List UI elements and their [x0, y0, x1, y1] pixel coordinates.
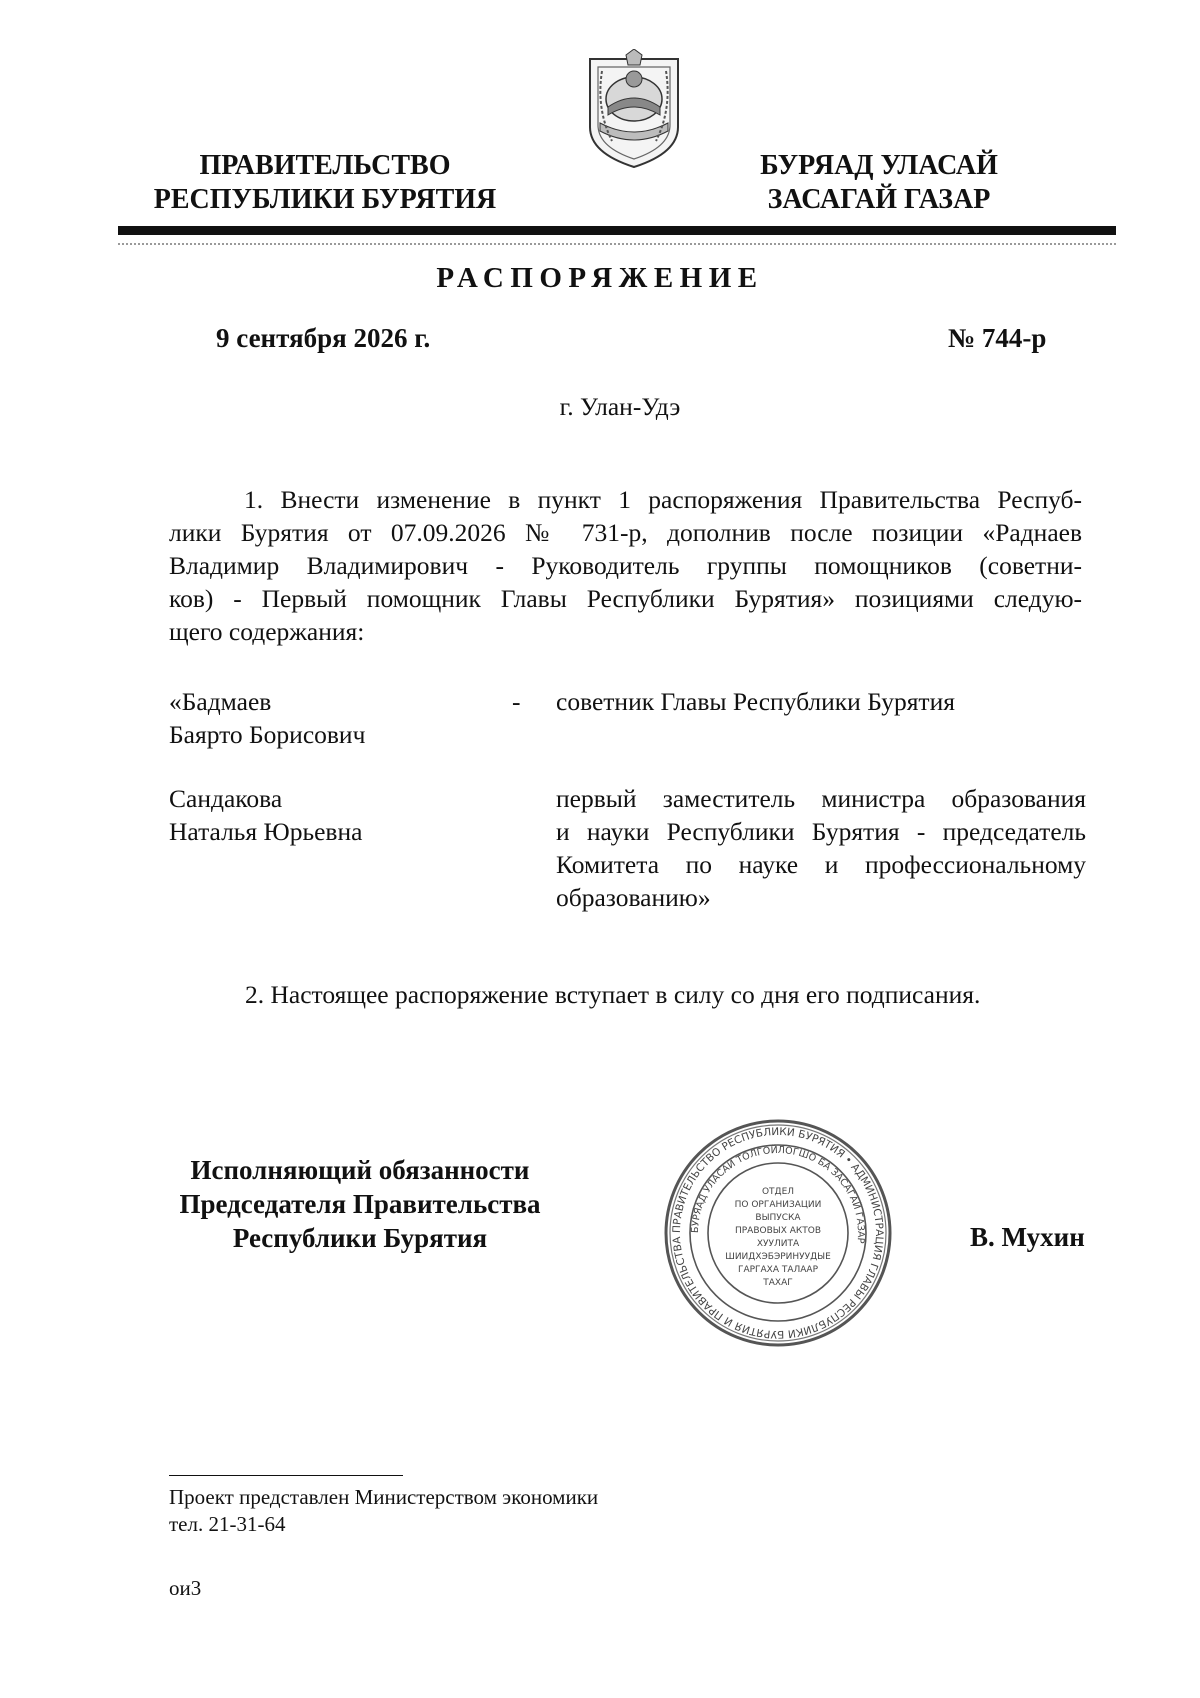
position-1-role-line: советник Главы Республики Бурятия — [556, 687, 955, 716]
stamp-center-line: ВЫПУСКА — [755, 1213, 801, 1223]
stamp-inner-text: БУРЯАД УЛАСАЙ ТОЛГОЙЛОГШО БА ЗАСАГАЙ ГАЗАР — [689, 1144, 867, 1244]
document-type-title: РАСПОРЯЖЕНИЕ — [436, 262, 764, 294]
stamp-outer-text: ПРАВИТЕЛЬСТВО РЕСПУБЛИКИ БУРЯТИЯ • АДМИНИСТРАЦИЯ ГЛАВЫ РЕСПУБЛИКИ БУРЯТИЯ И ПРАВИТЕЛЬСТВА — [670, 1125, 886, 1341]
official-stamp — [663, 1118, 893, 1348]
paragraph-1-line: щего содержания: — [169, 617, 365, 646]
signature-title-line3: Республики Бурятия — [232, 1223, 488, 1253]
position-1-name — [169, 685, 365, 751]
position-2-role-line: Комитета по науке и профессиональному — [556, 850, 1086, 879]
position-2-role-line: образованию» — [556, 883, 711, 912]
paragraph-1-line: 1. Внести изменение в пункт 1 распоряжения Правительства Респуб- — [244, 485, 1082, 514]
signature-title-line1: Исполняющий обязанности — [190, 1155, 530, 1185]
header-right-line2: ЗАСАГАЙ ГАЗАР — [767, 184, 991, 215]
header-right-line1: БУРЯАД УЛАСАЙ — [760, 150, 998, 181]
position-2-name — [169, 782, 362, 848]
footer-rule — [169, 1475, 403, 1476]
footer-project-line: Проект представлен Министерством экономики — [169, 1485, 599, 1509]
document-date: 9 сентября 2026 г. — [216, 323, 431, 353]
stamp-center-line: ХУУЛИТА — [756, 1239, 800, 1249]
position-2-role — [556, 782, 1086, 914]
signature-title-line2: Председателя Правительства — [179, 1189, 541, 1219]
header-left-line2: РЕСПУБЛИКИ БУРЯТИЯ — [153, 184, 497, 215]
stamp-center-line: ПРАВОВЫХ АКТОВ — [734, 1226, 822, 1236]
signature-title — [140, 1153, 580, 1255]
signatory-name: В. Мухин — [970, 1222, 1085, 1252]
document-number: № 744-р — [948, 323, 1047, 353]
paragraph-1-line: ков) - Первый помощник Главы Республики Бурятия» позициями следую- — [169, 584, 1082, 613]
position-2-given-names: Наталья Юрьевна — [169, 817, 363, 846]
position-1-surname: «Бадмаев — [169, 687, 272, 716]
document-city: г. Улан-Удэ — [559, 392, 681, 421]
position-2-role-line: первый заместитель министра образования — [556, 784, 1086, 813]
position-2-role-line: и науки Республики Бурятия - председатель — [556, 817, 1086, 846]
footer-phone-line: тел. 21-31-64 — [169, 1512, 286, 1536]
header-divider-dotted — [118, 243, 1116, 245]
paragraph-2: 2. Настоящее распоряжение вступает в силу со дня его подписания. — [245, 980, 981, 1009]
header-left-line1: ПРАВИТЕЛЬСТВО — [199, 150, 451, 181]
stamp-center-line: ПО ОРГАНИЗАЦИИ — [734, 1200, 822, 1210]
paragraph-1-line: лики Бурятия от 07.09.2026 № 731-р, дополнив после позиции «Раднаев — [169, 518, 1082, 547]
position-1-dash: - — [512, 687, 521, 716]
paragraph-1-line: Владимир Владимирович - Руководитель группы помощников (советни- — [169, 551, 1082, 580]
footer-code: ои3 — [169, 1576, 202, 1600]
position-1-given-names: Баярто Борисович — [169, 720, 366, 749]
header-divider-thick — [118, 226, 1116, 235]
stamp-center-line: ШИИДХЭБЭРИНУУДЫЕ — [725, 1252, 831, 1262]
position-2-surname: Сандакова — [169, 784, 283, 813]
stamp-center-line: ТАХАГ — [763, 1278, 793, 1288]
coat-of-arms-emblem — [586, 49, 682, 171]
stamp-center-line: ГАРГАХА ТАЛААР — [737, 1265, 819, 1275]
position-1-role — [556, 685, 1086, 718]
paragraph-1 — [169, 483, 1082, 648]
stamp-center-line: ОТДЕЛ — [761, 1187, 795, 1197]
